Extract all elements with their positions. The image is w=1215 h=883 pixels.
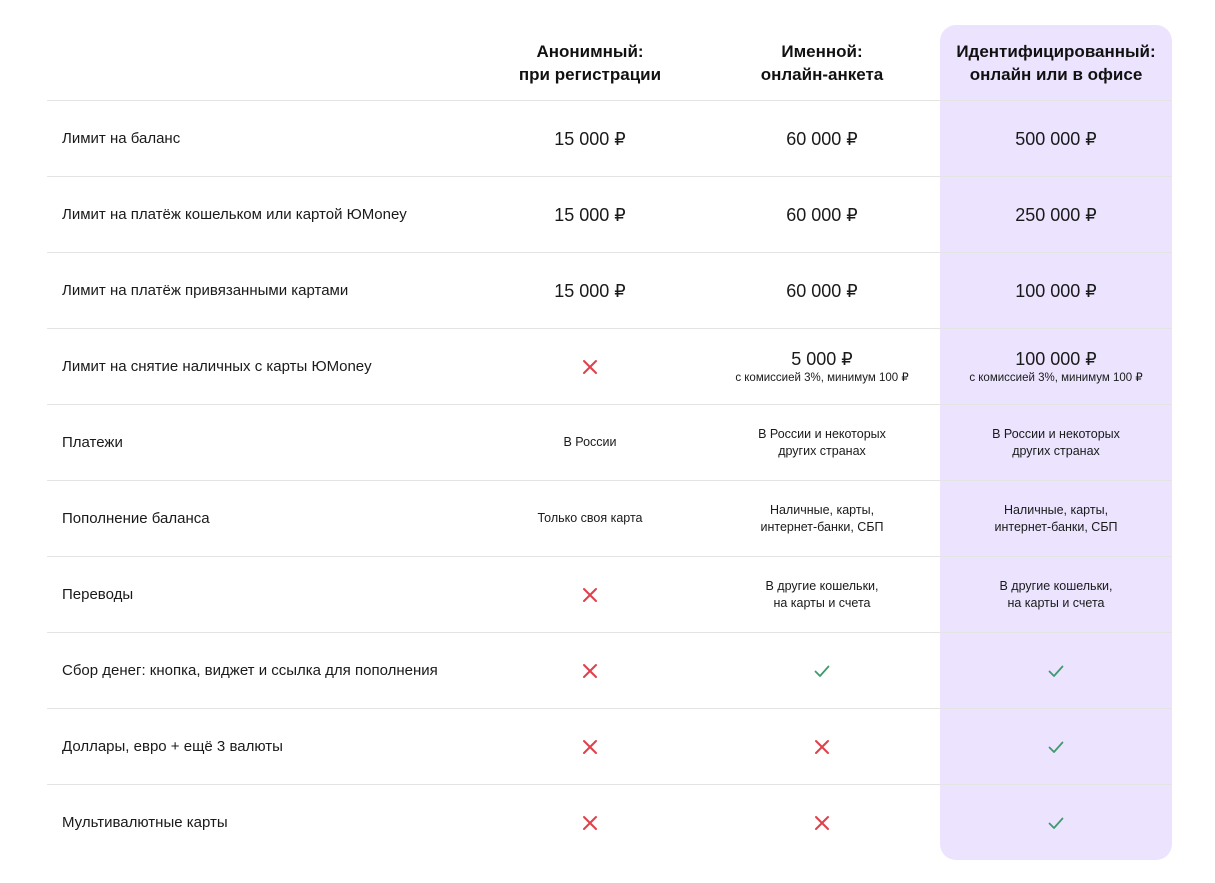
table-row: [47, 176, 1172, 252]
row-label: Доллары, евро + ещё 3 валюты: [62, 738, 283, 755]
column-header-identified: [940, 25, 1172, 100]
cell-text-line: на карты и счета: [1007, 595, 1105, 610]
cell-text: [758, 426, 886, 460]
limit-amount: 60 000 ₽: [786, 128, 858, 149]
cross-icon: [813, 814, 831, 832]
cross-icon: [581, 586, 599, 604]
limit-note: с комиссией 3%, минимум 100 ₽: [969, 371, 1143, 384]
cell-text-line: интернет-банки, СБП: [760, 519, 884, 534]
row-label: Лимит на платёж кошельком или картой ЮMoney: [62, 206, 407, 223]
cell-identified: [940, 633, 1172, 708]
cell-text-line: Наличные, карты,: [769, 502, 875, 517]
cell-text: [760, 502, 883, 536]
cell-text-line: других странах: [778, 443, 866, 458]
cell-named: [706, 633, 938, 708]
cell-named: [706, 709, 938, 784]
table-row: [47, 632, 1172, 708]
column-header-line: Идентифицированный:: [956, 41, 1156, 61]
cell-named: [706, 329, 938, 404]
cross-icon: [581, 738, 599, 756]
cell-anonymous: [474, 101, 706, 176]
cell-text-line: Только своя карта: [537, 511, 643, 525]
cell-identified: [940, 557, 1172, 632]
cell-text-line: В другие кошельки,: [765, 578, 879, 593]
table-row: [47, 480, 1172, 556]
cell-anonymous: [474, 633, 706, 708]
cell-identified: [940, 481, 1172, 556]
cell-identified: [940, 253, 1172, 328]
cell-identified: [940, 709, 1172, 784]
cell-identified: [940, 101, 1172, 176]
cell-text-line: В России: [563, 435, 617, 449]
cell-named: [706, 177, 938, 252]
cell-anonymous: [474, 785, 706, 860]
limit-amount: 60 000 ₽: [786, 204, 858, 225]
cell-text-line: В России и некоторых: [992, 426, 1120, 441]
cell-named: [706, 557, 938, 632]
cell-identified: [940, 785, 1172, 860]
cell-text-line: Наличные, карты,: [1003, 502, 1109, 517]
row-label: Лимит на баланс: [62, 130, 181, 147]
comparison-table: [47, 100, 1172, 860]
cell-named: [706, 481, 938, 556]
table-row: [47, 100, 1172, 176]
cell-anonymous: [474, 481, 706, 556]
column-header-line: Именной:: [781, 41, 863, 61]
limit-amount: 15 000 ₽: [554, 128, 626, 149]
limit-amount: 5 000 ₽: [791, 348, 853, 369]
table-row: [47, 784, 1172, 860]
cell-text-line: В России и некоторых: [758, 426, 886, 441]
limit-amount: 15 000 ₽: [554, 204, 626, 225]
table-row: [47, 328, 1172, 404]
table-row: [47, 708, 1172, 784]
table-header: [47, 25, 1172, 100]
cell-text-line: других странах: [1012, 443, 1100, 458]
column-header-line: онлайн-анкета: [760, 64, 884, 84]
cell-anonymous: [474, 557, 706, 632]
check-icon: [1047, 662, 1065, 680]
cell-named: [706, 253, 938, 328]
row-label: Пополнение баланса: [62, 510, 210, 527]
cell-anonymous: [474, 253, 706, 328]
cell-named: [706, 405, 938, 480]
row-label: Сбор денег: кнопка, виджет и ссылка для пополнения: [62, 662, 438, 679]
cell-text: [994, 502, 1117, 536]
cell-text: [563, 434, 616, 451]
cell-text: [1000, 578, 1113, 612]
limit-amount: 100 000 ₽: [1015, 280, 1097, 301]
cell-text: [766, 578, 879, 612]
cell-identified: [940, 405, 1172, 480]
cell-text-line: В другие кошельки,: [999, 578, 1113, 593]
column-header-named: [706, 25, 938, 100]
limit-note: с комиссией 3%, минимум 100 ₽: [735, 371, 909, 384]
limit-amount: 15 000 ₽: [554, 280, 626, 301]
limit-amount: 500 000 ₽: [1015, 128, 1097, 149]
row-label: Платежи: [62, 434, 123, 451]
cell-text: [992, 426, 1120, 460]
row-label: Переводы: [62, 586, 134, 603]
limit-amount: 60 000 ₽: [786, 280, 858, 301]
cell-named: [706, 785, 938, 860]
table-row: [47, 556, 1172, 632]
column-header-line: онлайн или в офисе: [969, 64, 1143, 84]
cell-identified: [940, 177, 1172, 252]
column-header-line: Анонимный:: [536, 41, 644, 61]
check-icon: [1047, 814, 1065, 832]
cell-identified: [940, 329, 1172, 404]
cell-anonymous: [474, 405, 706, 480]
cross-icon: [581, 662, 599, 680]
limit-amount: 250 000 ₽: [1015, 204, 1097, 225]
cross-icon: [581, 814, 599, 832]
cell-text-line: интернет-банки, СБП: [994, 519, 1118, 534]
cell-text-line: на карты и счета: [773, 595, 871, 610]
column-header-line: при регистрации: [518, 64, 662, 84]
row-label: Лимит на платёж привязанными картами: [62, 282, 349, 299]
cross-icon: [581, 358, 599, 376]
check-icon: [1047, 738, 1065, 756]
table-row: [47, 252, 1172, 328]
cell-anonymous: [474, 177, 706, 252]
cell-text: [537, 510, 642, 527]
column-header-anonymous: [474, 25, 706, 100]
cross-icon: [813, 738, 831, 756]
check-icon: [813, 662, 831, 680]
cell-anonymous: [474, 709, 706, 784]
limit-amount: 100 000 ₽: [1015, 348, 1097, 369]
row-label: Лимит на снятие наличных с карты ЮMoney: [62, 358, 372, 375]
table-row: [47, 404, 1172, 480]
cell-anonymous: [474, 329, 706, 404]
cell-named: [706, 101, 938, 176]
row-label: Мультивалютные карты: [62, 814, 228, 831]
